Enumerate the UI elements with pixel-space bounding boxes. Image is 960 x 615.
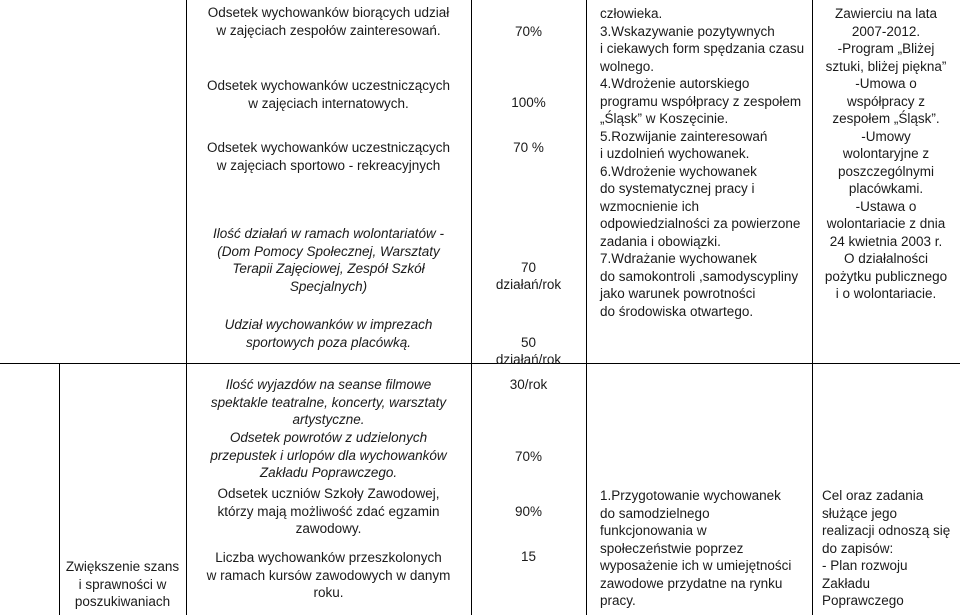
indicator-text: Odsetek uczniów Szkoły Zawodowej,	[217, 486, 440, 501]
source-line: placówkami.	[848, 181, 924, 196]
source-line: Zakładu	[822, 575, 871, 591]
action-line: pracy.	[600, 593, 636, 608]
action-line: programu współpracy z zespołem	[600, 93, 802, 109]
source-line: do zapisów:	[822, 540, 894, 556]
value-cell	[471, 503, 586, 521]
indicator-text: Zakładu Poprawczego.	[259, 465, 398, 480]
value-cell	[471, 316, 586, 369]
value-cell	[471, 448, 586, 466]
indicator-text: (Dom Pomocy Społecznej, Warsztaty	[217, 243, 440, 259]
actions-cell	[600, 487, 810, 610]
source-line: pożytku publicznego	[824, 268, 948, 284]
actions-cell	[600, 5, 810, 320]
action-line: funkcjonowania w	[600, 523, 707, 538]
indicator-cell	[186, 139, 471, 174]
indicator-text: sportowych poza placówką.	[245, 334, 412, 350]
action-line: „Śląsk” w Koszęcinie.	[600, 111, 729, 126]
source-line: służące jego	[822, 505, 898, 521]
indicator-text: Liczba wychowanków przeszkolonych	[215, 550, 442, 565]
indicator-cell	[186, 225, 471, 295]
source-line: -Umowy	[861, 128, 911, 144]
indicator-cell	[186, 4, 471, 39]
goal-line: Zwiększenie szans	[65, 559, 180, 574]
action-line: człowieka.	[600, 6, 663, 21]
grid-line	[586, 0, 587, 615]
indicator-text: Specjalnych)	[289, 278, 368, 294]
source-line: -Umowa o	[855, 76, 917, 91]
indicator-text: Odsetek wychowanków uczestniczących	[206, 78, 451, 93]
source-line: Poprawczego	[822, 593, 904, 608]
action-line: wyposażenie ich w umiejętności	[600, 558, 792, 573]
action-line: 6.Wdrożenie wychowanek	[600, 163, 757, 179]
source-line: Zawierciu na lata	[834, 6, 938, 21]
source-line: wolontariacie z dnia	[826, 216, 946, 231]
indicator-cell	[186, 376, 471, 429]
indicator-value: 50 działań/rok	[495, 334, 562, 367]
sources-cell	[822, 487, 960, 610]
indicator-value: 70%	[514, 449, 543, 464]
value-cell	[471, 94, 586, 112]
action-line: 4.Wdrożenie autorskiego	[600, 76, 750, 91]
indicator-value: 90%	[514, 504, 543, 519]
source-line: współpracy z	[846, 93, 926, 109]
indicator-text: Terapii Zajęciowej, Zespół Szkół	[232, 261, 425, 276]
value-cell	[471, 376, 586, 394]
indicator-text: w ramach kursów zawodowych w danym	[206, 567, 451, 583]
source-line: wolontaryjne z	[842, 146, 930, 161]
source-line: poszczególnymi	[837, 163, 935, 179]
indicator-value: 70 %	[513, 140, 544, 155]
indicator-value: 30/rok	[509, 377, 548, 392]
action-line: zawodowe przydatne na rynku	[600, 575, 783, 591]
value-cell	[471, 241, 586, 294]
indicator-text: Odsetek powrotów z udzielonych	[229, 430, 428, 445]
goal-line: i sprawności w	[78, 576, 167, 592]
source-line: Cel oraz zadania	[822, 488, 924, 503]
indicator-text: w zajęciach zespołów zainteresowań.	[216, 22, 441, 38]
indicator-cell	[186, 549, 471, 602]
action-line: 1.Przygotowanie wychowanek	[600, 488, 781, 503]
action-line: 3.Wskazywanie pozytywnych	[600, 23, 775, 39]
indicator-text: spektakle teatralne, koncerty, warsztaty	[210, 394, 447, 410]
grid-line	[471, 0, 472, 615]
source-line: -Program „Bliżej	[837, 41, 935, 56]
indicator-text: Ilość działań w ramach wolontariatów -	[212, 226, 445, 241]
action-line: odpowiedzialności za powierzone	[600, 216, 801, 231]
source-line: sztuki, bliżej piękna”	[825, 58, 947, 74]
indicator-text: w zajęciach sportowo - rekreacyjnych	[216, 157, 441, 173]
value-cell	[471, 23, 586, 41]
indicator-text: roku.	[313, 585, 344, 600]
source-line: - Plan rozwoju	[822, 558, 908, 573]
source-line: zespołem „Śląsk”.	[832, 111, 940, 126]
indicator-text: Udział wychowanków w imprezach	[224, 317, 433, 332]
indicator-cell	[186, 429, 471, 482]
source-line: 24 kwietnia 2003 r.	[829, 233, 943, 249]
action-line: zadania i obowiązki.	[600, 233, 721, 249]
indicator-cell	[186, 316, 471, 351]
action-line: i ciekawych form spędzania czasu	[600, 41, 805, 56]
source-line: i o wolontariacie.	[835, 286, 937, 301]
indicator-value: 100%	[511, 95, 546, 110]
action-line: jako warunek powrotności	[600, 286, 756, 301]
action-line: wolnego.	[600, 58, 655, 74]
action-line: społeczeństwie poprzez	[600, 540, 744, 556]
action-line: do samodzielnego	[600, 505, 710, 521]
action-line: do środowiska otwartego.	[600, 303, 754, 319]
value-cell	[471, 139, 586, 157]
indicator-text: Odsetek wychowanków biorących udział	[207, 5, 450, 20]
indicator-text: Odsetek wychowanków uczestniczących	[206, 140, 451, 155]
value-cell	[471, 548, 586, 566]
goal-line: poszukiwaniach	[74, 594, 171, 609]
indicator-text: przepustek i urlopów dla wychowanków	[210, 447, 447, 463]
indicator-value: 70%	[514, 24, 543, 39]
indicator-cell	[186, 485, 471, 538]
indicator-cell	[186, 77, 471, 112]
action-line: 5.Rozwijanie zainteresowań	[600, 128, 768, 144]
action-line: 7.Wdrażanie wychowanek	[600, 251, 757, 266]
indicator-value: 70 działań/rok	[495, 259, 562, 292]
action-line: do samokontroli ,samodyscypliny	[600, 268, 799, 284]
source-line: -Ustawa o	[855, 198, 917, 214]
indicator-text: artystyczne.	[292, 412, 365, 427]
action-line: i uzdolnień wychowanek.	[600, 146, 750, 161]
source-line: realizacji odnoszą się	[822, 523, 951, 538]
indicator-text: w zajęciach internatowych.	[248, 95, 409, 111]
indicator-text: zawodowy.	[295, 521, 362, 536]
indicator-text: Ilość wyjazdów na seanse filmowe	[225, 377, 432, 392]
indicator-text: którzy mają możliwość zdać egzamin	[217, 503, 440, 519]
indicator-value: 15	[520, 549, 537, 564]
source-line: O działalności	[843, 251, 929, 266]
source-line: 2007-2012.	[851, 23, 921, 39]
sources-cell	[812, 5, 960, 303]
action-line: wzmocnienie ich	[600, 198, 700, 214]
goal-cell	[59, 558, 186, 611]
action-line: do systematycznej pracy i	[600, 181, 755, 196]
